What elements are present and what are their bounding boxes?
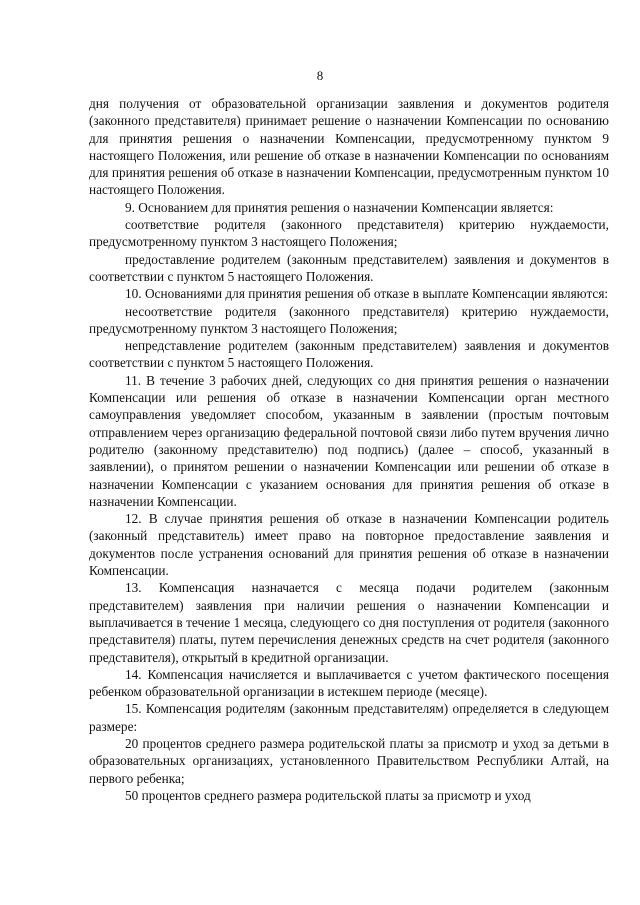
paragraph: несоответствие родителя (законного представителя) критерию нуждаемости, предусмотренному пунктом 3 настоящего Положения;	[89, 303, 609, 336]
paragraph: 15. Компенсация родителям (законным представителям) определяется в следующем размере:	[89, 701, 609, 734]
paragraph: непредставление родителем (законным представителем) заявления и документов соответствии с пунктом 5 настоящего Положения.	[89, 338, 609, 371]
paragraph: предоставление родителем (законным представителем) заявления и документов в соответствии с пунктом 5 настоящего Положения.	[89, 251, 609, 284]
paragraph: 50 процентов среднего размера родительской платы за присмотр и уход	[125, 787, 531, 803]
paragraph: 14. Компенсация начисляется и выплачивается с учетом фактического посещения ребенком образовательной организации в истекшем периоде (месяце).	[89, 666, 609, 700]
paragraph: 10. Основаниями для принятия решения об отказе в выплате Компенсации являются:	[125, 286, 609, 302]
paragraph: 11. В течение 3 рабочих дней, следующих со дня принятия решения о назначении Компенсации или решения об отказе в назначении Компенсации орган местного самоуправления уведомляет способом, указанным в заявлении (простым почтовым отправлением через организацию федеральной почтовой связи либо путем вручения лично родителю (законному представителю) под подпись) (далее – способ, указанный в заявлении), о принятом решении о назначении Компенсации или решении об отказе в назначении Компенсации с указанием основания для принятия решения об отказе в назначении Компенсации.	[89, 372, 609, 509]
paragraph: 9. Основанием для принятия решения о назначении Компенсации является:	[125, 199, 554, 215]
paragraph: 12. В случае принятия решения об отказе в назначении Компенсации родитель (законный представитель) имеет право на повторное предоставление заявления и документов после устранения оснований для принятия решения об отказе в назначении Компенсации.	[89, 511, 609, 579]
document-body	[89, 95, 609, 804]
paragraph: дня получения от образовательной организации заявления и документов родителя (законного представителя) принимает решение о назначении Компенсации по основанию для принятия решения о назначении Компенсации, предусмотренному пунктом 9 настоящего Положения, или решение об отказе в назначении Компенсации по основаниям для принятия решения об отказе в назначении Компенсации, предусмотренным пунктом 10 настоящего Положения.	[89, 96, 609, 198]
page-number: 8	[316, 68, 324, 83]
paragraph: 20 процентов среднего размера родительской платы за присмотр и уход за детьми в образовательных организациях, установленного Правительством Республики Алтай, на первого ребенка;	[89, 735, 609, 786]
paragraph: соответствие родителя (законного представителя) критерию нуждаемости, предусмотренному пунктом 3 настоящего Положения;	[89, 217, 609, 250]
paragraph: 13. Компенсация назначается с месяца подачи родителем (законным представителем) заявления при наличии решения о назначении Компенсации и выплачивается в течение 1 месяца, следующего со дня поступления от родителя (законного представителя) платы, путем перечисления денежных средств на счет родителя (законного представителя), открытый в кредитной организации.	[89, 580, 609, 665]
